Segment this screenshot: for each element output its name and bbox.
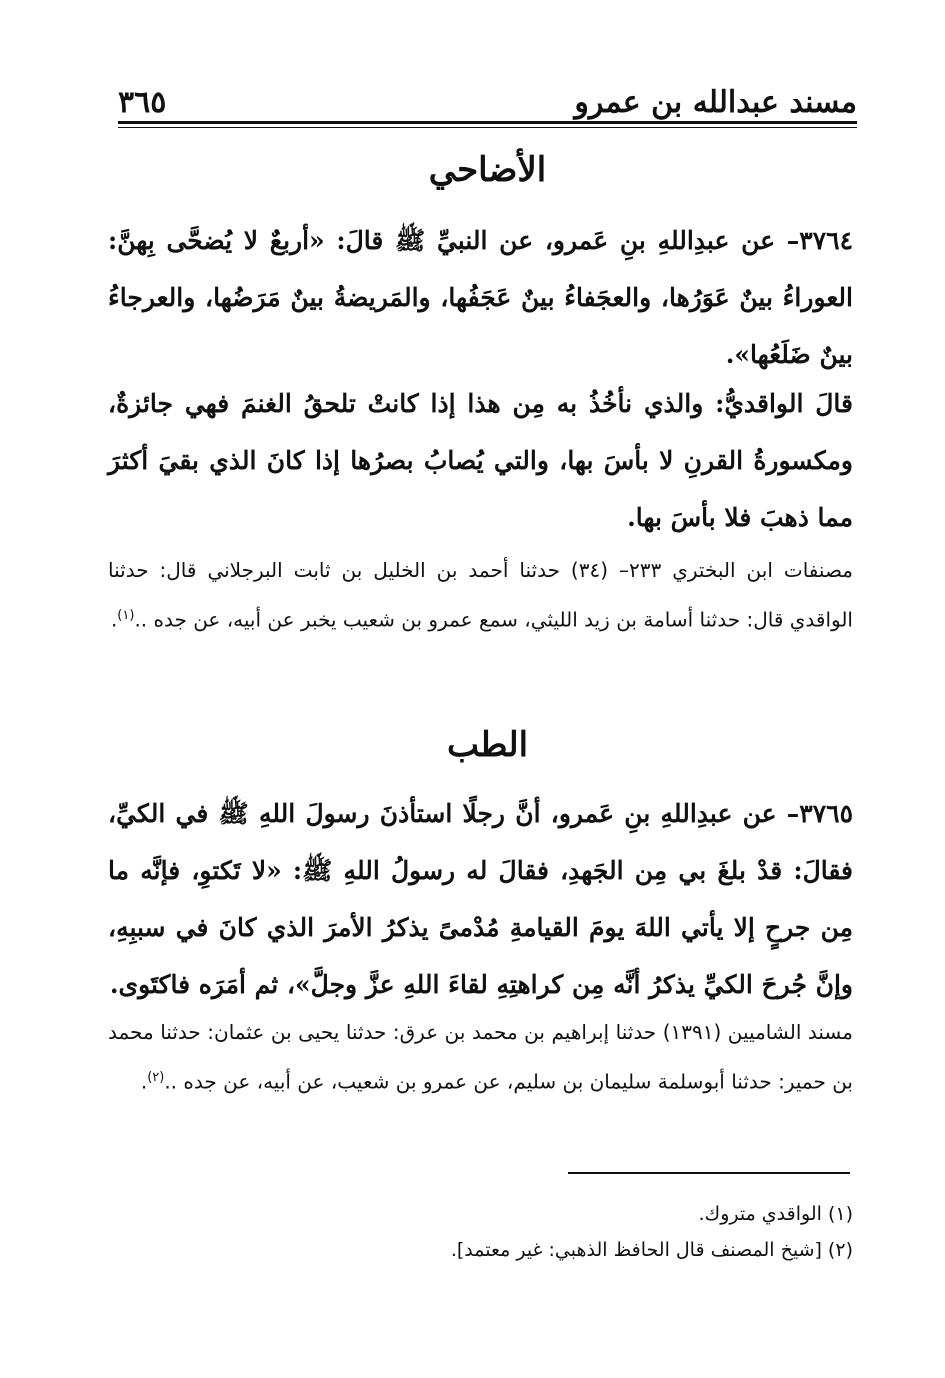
footnote-ref[interactable]: (١)	[117, 608, 135, 623]
commentary-text: قالَ الواقديُّ: والذي نأخُذُ به مِن هذا إذا كانتْ تلحقُ الغنمَ فهي جائزةٌ، ومكسورةُ القرنِ لا بأسَ بها، والتي يُصابُ بصرُها إذا كانَ الذي بقيَ أكثرَ مما ذهبَ فلا بأسَ بها.	[108, 389, 853, 532]
header-rule-thick	[118, 121, 857, 124]
page-number: ٣٦٥	[118, 85, 167, 120]
footnote-item: (١) الواقدي متروك.	[698, 1203, 853, 1225]
footnote-separator	[568, 1172, 850, 1174]
source-citation: مسند الشاميين (١٣٩١) حدثنا إبراهيم بن محمد بن عرق: حدثنا يحيى بن عثمان: حدثنا محمد بن حمير: حدثنا أبوسلمة سليمان بن سليم، عن عمرو بن شعيب، عن أبيه، عن جده ..$^{(٢)}$.	[108, 1020, 853, 1094]
footnote-ref[interactable]: (٢)	[147, 1070, 165, 1085]
hadith-text: ٣٧٦٤– عن عبدِاللهِ بنِ عَمرو، عن النبيِّ ﷺ قالَ: «أربعٌ لا يُضحَّى بِهنَّ: العوراءُ بينٌ عَوَرُها، والعجَفاءُ بينٌ عَجَفُها، والمَريضةُ بينٌ مَرَضُها، والعرجاءُ بينٌ ضَلَعُها».	[108, 226, 853, 369]
source-text: مسند الشاميين (١٣٩١) حدثنا إبراهيم بن محمد بن عرق: حدثنا يحيى بن عثمان: حدثنا محمد بن حمير: حدثنا أبوسلمة سليمان بن سليم، عن عمرو بن شعيب، عن أبيه، عن جده ..	[108, 1020, 853, 1094]
source-citation: مصنفات ابن البختري ٢٣٣– (٣٤) حدثنا أحمد بن الخليل بن ثابت البرجلاني قال: حدثنا الواقدي قال: حدثنا أسامة بن زيد الليثي، سمع عمرو بن شعيب يخبر عن أبيه، عن جده ..$^{(١)}$.	[108, 558, 853, 632]
header-rule-thin	[118, 127, 857, 128]
source-text: مصنفات ابن البختري ٢٣٣– (٣٤) حدثنا أحمد بن الخليل بن ثابت البرجلاني قال: حدثنا الواقدي قال: حدثنا أسامة بن زيد الليثي، سمع عمرو بن شعيب يخبر عن أبيه، عن جده ..	[108, 558, 853, 632]
header-title: مسند عبدالله بن عمرو	[574, 85, 857, 120]
section-heading: الطب	[446, 725, 529, 765]
footnote-item: (٢) [شيخ المصنف قال الحافظ الذهبي: غير معتمد].	[450, 1239, 853, 1261]
running-header	[118, 78, 857, 118]
hadith-text: ٣٧٦٥– عن عبدِاللهِ بنِ عَمرو، أنَّ رجلًا استأذنَ رسولَ اللهِ ﷺ في الكيِّ، فقالَ: قدْ بلغَ بي مِن الجَهدِ، فقالَ له رسولُ اللهِ ﷺ: «لا تَكتوِ، فإنَّه ما مِن جرحٍ إلا يأتي اللهَ يومَ القيامةِ مُدْمىً يذكرُ الأمرَ الذي كانَ في سببِهِ، وإنَّ جُرحَ الكيِّ يذكرُ أنَّه مِن كراهتِهِ لقاءَ اللهِ عزَّ وجلَّ»، ثم أمَرَه فاكتَوى.	[108, 799, 853, 999]
section-heading: الأضاحي	[428, 150, 547, 190]
footnotes	[108, 1196, 853, 1268]
